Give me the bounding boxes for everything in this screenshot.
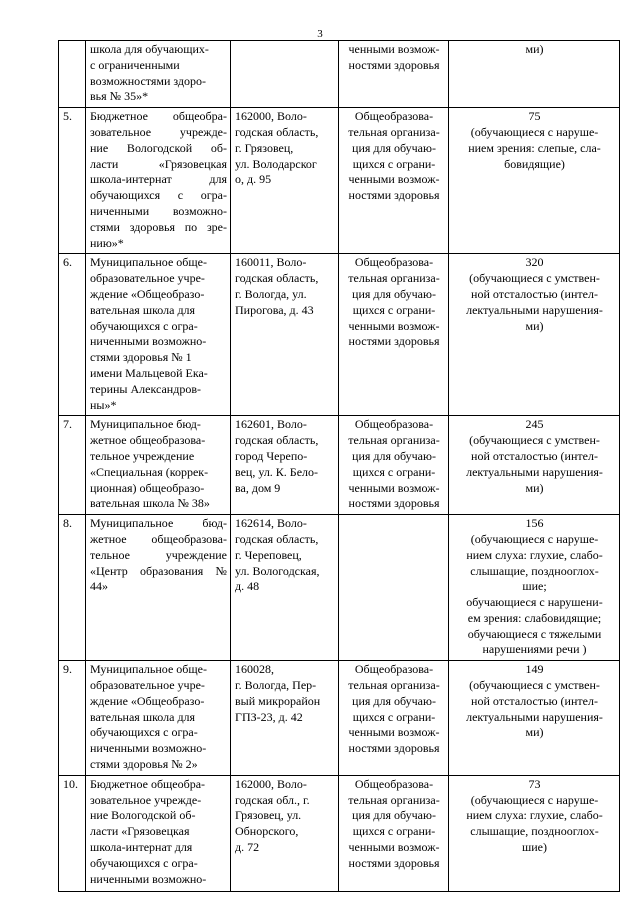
organization-type bbox=[339, 661, 449, 776]
text-line: ностями здоровья bbox=[348, 334, 440, 349]
page-number: 3 bbox=[317, 28, 323, 40]
row-number bbox=[59, 41, 86, 108]
text-line: годская область, bbox=[235, 531, 319, 546]
text-line: Общеобразова- bbox=[354, 109, 434, 124]
text-line: 245 bbox=[525, 417, 544, 432]
text-line: Муниципальное обще- bbox=[90, 662, 207, 677]
text-line: ниченными возможно- bbox=[90, 871, 207, 886]
text-line: (обучающиеся с умствен- bbox=[469, 271, 600, 286]
text-line: Муниципальное бюд- bbox=[90, 417, 201, 432]
text-line: 149 bbox=[525, 662, 544, 677]
text-line: щихся с ограни- bbox=[352, 302, 436, 317]
text-line: Бюджетное общеобра- bbox=[90, 109, 227, 124]
text-line: ми) bbox=[525, 725, 544, 740]
text-line: (обучающиеся с наруше- bbox=[470, 124, 599, 139]
organization-name bbox=[86, 41, 231, 108]
row-number: 5. bbox=[59, 108, 86, 254]
text-line: тельная организа- bbox=[348, 271, 440, 286]
text-line: ны»* bbox=[90, 397, 117, 412]
text-line: ной отсталостью (интел- bbox=[471, 693, 598, 708]
student-count bbox=[449, 254, 620, 416]
text-line: тельное учреждение bbox=[90, 547, 227, 562]
row-number: 10. bbox=[59, 775, 86, 891]
student-count bbox=[449, 515, 620, 661]
table-row bbox=[59, 41, 620, 108]
text-line: ласти «Грязовецкая bbox=[90, 824, 190, 839]
text-line: школа-интернат для bbox=[90, 172, 227, 187]
text-line: годская область, bbox=[235, 124, 319, 139]
row-number: 8. bbox=[59, 515, 86, 661]
text-line: ние Вологодской об- bbox=[90, 808, 196, 823]
text-line: вья № 35»* bbox=[90, 89, 149, 104]
text-line: стями здоровья № 1 bbox=[90, 350, 192, 365]
text-line: 162601, Воло- bbox=[235, 417, 307, 432]
text-line: ми) bbox=[525, 318, 544, 333]
text-line: тельная организа- bbox=[348, 792, 440, 807]
text-line: г. Череповец, bbox=[235, 547, 302, 562]
text-line: (обучающиеся с умствен- bbox=[469, 433, 600, 448]
text-line: 73 bbox=[528, 776, 541, 791]
text-line: щихся с ограни- bbox=[352, 464, 436, 479]
text-line: Общеобразова- bbox=[354, 662, 434, 677]
table-row bbox=[59, 661, 620, 776]
text-line: ние Вологодской об- bbox=[90, 140, 227, 155]
text-line: 75 bbox=[528, 109, 541, 124]
organization-name bbox=[86, 108, 231, 254]
student-count bbox=[449, 41, 620, 108]
text-line: ул. Вологодская, bbox=[235, 563, 320, 578]
text-line: нием слуха: глухие, слабо- bbox=[466, 808, 603, 823]
row-number: 6. bbox=[59, 254, 86, 416]
text-line: ем зрения: слабовидящие; bbox=[467, 610, 602, 625]
text-line: школа-интернат для bbox=[90, 840, 193, 855]
table-row bbox=[59, 775, 620, 891]
text-line: (обучающиеся с умствен- bbox=[469, 678, 600, 693]
text-line: обучающихся с огра- bbox=[90, 188, 227, 203]
text-line: нарушениями речи ) bbox=[482, 642, 587, 657]
text-line: ченными возмож- bbox=[348, 172, 440, 187]
text-line: обучающихся с огра- bbox=[90, 725, 198, 740]
organization-name bbox=[86, 515, 231, 661]
text-line: ченными возмож- bbox=[348, 318, 440, 333]
text-line: лектуальными нарушения- bbox=[466, 302, 603, 317]
text-line: ченными возмож- bbox=[348, 42, 440, 56]
table-row bbox=[59, 515, 620, 661]
text-line: слышащие, позднооглох- bbox=[470, 563, 599, 578]
text-line: 156 bbox=[525, 516, 544, 531]
text-line: Муниципальное обще- bbox=[90, 255, 207, 270]
text-line: ждение «Общеобразо- bbox=[90, 693, 205, 708]
address bbox=[231, 515, 339, 661]
text-line: ция для обучаю- bbox=[352, 448, 436, 463]
text-line: ностями здоровья bbox=[348, 741, 440, 756]
text-line: Муниципальное бюд- bbox=[90, 516, 227, 531]
text-line: вательная школа № 38» bbox=[90, 496, 210, 511]
text-line: ностями здоровья bbox=[348, 855, 440, 870]
address bbox=[231, 416, 339, 515]
text-line: ва, дом 9 bbox=[235, 480, 281, 495]
text-line: тельная организа- bbox=[348, 124, 440, 139]
text-line: вательная школа для bbox=[90, 302, 196, 317]
address bbox=[231, 254, 339, 416]
text-line: г. Вологда, ул. bbox=[235, 286, 307, 301]
text-line: стями здоровья по зре- bbox=[90, 219, 227, 234]
text-line: стями здоровья № 2» bbox=[90, 757, 198, 772]
text-line: (обучающиеся с наруше- bbox=[470, 531, 599, 546]
text-line: нием зрения: слепые, сла- bbox=[468, 140, 601, 155]
text-line: (обучающиеся с наруше- bbox=[470, 792, 599, 807]
table-row bbox=[59, 108, 620, 254]
text-line: о, д. 95 bbox=[235, 172, 272, 187]
text-line: тельное учреждение bbox=[90, 448, 195, 463]
organization-type bbox=[339, 254, 449, 416]
text-line: образовательное учре- bbox=[90, 678, 205, 693]
text-line: д. 48 bbox=[235, 579, 260, 594]
text-line: жетное общеобразова- bbox=[90, 433, 206, 448]
text-line: вательная школа для bbox=[90, 709, 196, 724]
text-line: вый микрорайон bbox=[235, 693, 321, 708]
text-line: 160011, Воло- bbox=[235, 255, 307, 270]
text-line: бовидящие) bbox=[504, 156, 565, 171]
address bbox=[231, 108, 339, 254]
text-line: тельная организа- bbox=[348, 678, 440, 693]
text-line: ченными возмож- bbox=[348, 480, 440, 495]
text-line: нию»* bbox=[90, 235, 124, 250]
text-line: имени Мальцевой Ека- bbox=[90, 365, 208, 380]
row-number: 9. bbox=[59, 661, 86, 776]
text-line: ченными возмож- bbox=[348, 725, 440, 740]
organization-type bbox=[339, 775, 449, 891]
text-line: лектуальными нарушения- bbox=[466, 709, 603, 724]
text-line: обучающиеся с нарушени- bbox=[466, 595, 603, 610]
text-line: ниченными возможно- bbox=[90, 334, 207, 349]
text-line: ционная) общеобразо- bbox=[90, 480, 205, 495]
text-line: Обнорского, bbox=[235, 824, 299, 839]
student-count bbox=[449, 661, 620, 776]
text-line: ция для обучаю- bbox=[352, 693, 436, 708]
text-line: ной отсталостью (интел- bbox=[471, 286, 598, 301]
text-line: ной отсталостью (интел- bbox=[471, 448, 598, 463]
text-line: зовательное учрежде- bbox=[90, 792, 202, 807]
text-line: ция для обучаю- bbox=[352, 808, 436, 823]
text-line: ченными возмож- bbox=[348, 840, 440, 855]
text-line: 162000, Воло- bbox=[235, 776, 307, 791]
text-line: «Центр образования № bbox=[90, 563, 227, 578]
text-line: Общеобразова- bbox=[354, 417, 434, 432]
text-line: 162000, Воло- bbox=[235, 109, 307, 124]
text-line: ми) bbox=[525, 42, 544, 56]
text-line: Общеобразова- bbox=[354, 776, 434, 791]
student-count bbox=[449, 416, 620, 515]
student-count bbox=[449, 108, 620, 254]
text-line: щихся с ограни- bbox=[352, 824, 436, 839]
text-line: щихся с ограни- bbox=[352, 156, 436, 171]
text-line: возможностями здоро- bbox=[90, 73, 207, 88]
text-line: 320 bbox=[525, 255, 544, 270]
text-line: ностями здоровья bbox=[348, 57, 440, 72]
text-line: г. Грязовец, bbox=[235, 140, 294, 155]
text-line: шие; bbox=[522, 579, 547, 594]
address bbox=[231, 41, 339, 108]
text-line: ция для обучаю- bbox=[352, 140, 436, 155]
table-row bbox=[59, 254, 620, 416]
organization-name bbox=[86, 775, 231, 891]
text-line: годская обл., г. bbox=[235, 792, 310, 807]
text-line: ция для обучаю- bbox=[352, 286, 436, 301]
text-line: ниченными возможно- bbox=[90, 203, 227, 218]
text-line: Пирогова, д. 43 bbox=[235, 302, 314, 317]
text-line: вец, ул. К. Бело- bbox=[235, 464, 319, 479]
text-line: ждение «Общеобразо- bbox=[90, 286, 205, 301]
address bbox=[231, 775, 339, 891]
student-count bbox=[449, 775, 620, 891]
text-line: лектуальными нарушения- bbox=[466, 464, 603, 479]
address bbox=[231, 661, 339, 776]
text-line: ласти «Грязовецкая bbox=[90, 156, 227, 171]
text-line: щихся с ограни- bbox=[352, 709, 436, 724]
text-line: ми) bbox=[525, 480, 544, 495]
organization-type bbox=[339, 416, 449, 515]
text-line: 162614, Воло- bbox=[235, 516, 307, 531]
organization-type bbox=[339, 515, 449, 661]
text-line: ниченными возможно- bbox=[90, 741, 207, 756]
text-line: зовательное учрежде- bbox=[90, 124, 227, 139]
text-line: 44» bbox=[90, 579, 108, 594]
text-line: г. Вологда, Пер- bbox=[235, 678, 317, 693]
text-line: ГПЗ-23, д. 42 bbox=[235, 709, 303, 724]
row-number: 7. bbox=[59, 416, 86, 515]
text-line: годская область, bbox=[235, 271, 319, 286]
organization-name bbox=[86, 254, 231, 416]
text-line: жетное общеобразова- bbox=[90, 531, 227, 546]
text-line: ностями здоровья bbox=[348, 496, 440, 511]
text-line: годская область, bbox=[235, 433, 319, 448]
schools-table bbox=[58, 40, 620, 892]
text-line: тельная организа- bbox=[348, 433, 440, 448]
text-line: 160028, bbox=[235, 662, 274, 677]
text-line: Бюджетное общеобра- bbox=[90, 776, 206, 791]
organization-type bbox=[339, 108, 449, 254]
text-line: нием слуха: глухие, слабо- bbox=[466, 547, 603, 562]
text-line: обучающиеся с тяжелыми bbox=[467, 626, 602, 641]
text-line: шие) bbox=[522, 840, 547, 855]
organization-name bbox=[86, 416, 231, 515]
text-line: д. 72 bbox=[235, 840, 260, 855]
text-line: терины Александров- bbox=[90, 381, 201, 396]
text-line: с ограниченными bbox=[90, 57, 180, 72]
text-line: ностями здоровья bbox=[348, 188, 440, 203]
text-line: образовательное учре- bbox=[90, 271, 205, 286]
text-line: ул. Володарског bbox=[235, 156, 317, 171]
organization-type bbox=[339, 41, 449, 108]
text-line: обучающихся с огра- bbox=[90, 855, 198, 870]
text-line: слышащие, позднооглох- bbox=[470, 824, 599, 839]
text-line: обучающихся с огра- bbox=[90, 318, 198, 333]
table-row bbox=[59, 416, 620, 515]
schools-table-body bbox=[59, 41, 620, 892]
organization-name bbox=[86, 661, 231, 776]
text-line: школа для обучающих- bbox=[90, 42, 209, 56]
text-line: Общеобразова- bbox=[354, 255, 434, 270]
text-line: «Специальная (коррек- bbox=[90, 464, 209, 479]
text-line: город Черепо- bbox=[235, 448, 308, 463]
text-line: Грязовец, ул. bbox=[235, 808, 302, 823]
